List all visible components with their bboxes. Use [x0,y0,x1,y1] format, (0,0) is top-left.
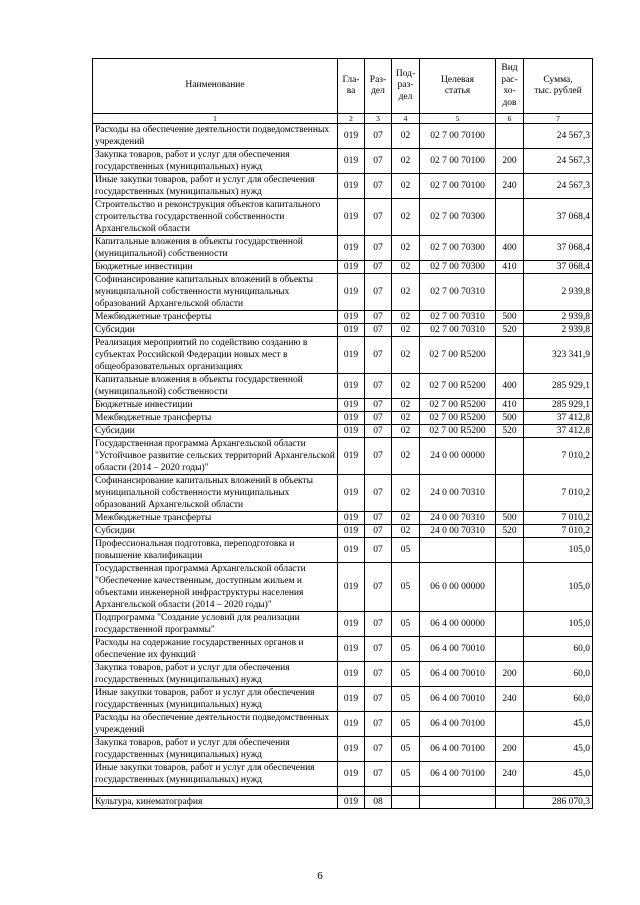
header-target-article: Целевая статья [420,59,496,114]
row-expense-type [496,199,524,236]
header-expense-type: Вид рас- хо- дов [496,59,524,114]
row-podrazdel: 02 [392,399,420,412]
row-glava: 019 [338,374,365,399]
row-target-article: 02 7 00 R5200 [420,374,496,399]
row-target-article: 02 7 00 R5200 [420,337,496,374]
table-row [93,174,593,199]
row-expense-type [496,612,524,637]
row-razdel: 07 [365,374,392,399]
row-glava: 019 [338,512,365,525]
row-glava: 019 [338,124,365,149]
header-podrazdel: Под- раз- дел [392,59,420,114]
row-sum: 37 068,4 [524,199,593,236]
row-podrazdel: 02 [392,337,420,374]
header-row [93,59,593,114]
row-name: Субсидии [93,525,338,538]
row-expense-type [496,124,524,149]
row-name: Софинансирование капитальных вложений в объекты муниципальной собственности муниципальных образований Архангельской области [93,475,338,512]
row-glava: 019 [338,149,365,174]
row-sum: 105,0 [524,563,593,612]
row-sum [524,787,593,796]
row-podrazdel: 02 [392,174,420,199]
row-podrazdel: 02 [392,475,420,512]
row-target-article: 24 0 00 70310 [420,525,496,538]
row-target-article: 24 0 00 00000 [420,438,496,475]
col-number: 2 [338,114,365,124]
row-podrazdel: 02 [392,236,420,261]
row-podrazdel: 02 [392,525,420,538]
row-target-article: 02 7 00 R5200 [420,399,496,412]
row-podrazdel [392,796,420,809]
row-glava: 019 [338,174,365,199]
table-row [93,236,593,261]
table-row [93,538,593,563]
table-row [93,662,593,687]
row-expense-type [496,637,524,662]
header-name: Наименование [93,59,338,114]
table-row [93,475,593,512]
row-glava: 019 [338,612,365,637]
row-podrazdel: 05 [392,687,420,712]
row-sum: 7 010,2 [524,525,593,538]
row-sum: 24 567,3 [524,124,593,149]
row-glava: 019 [338,199,365,236]
row-name: Межбюджетные трансферты [93,311,338,324]
row-target-article: 02 7 00 70300 [420,261,496,274]
row-razdel: 07 [365,236,392,261]
table-row [93,637,593,662]
table-row [93,149,593,174]
row-target-article [420,538,496,563]
table-row [93,337,593,374]
row-podrazdel: 02 [392,438,420,475]
row-expense-type: 500 [496,412,524,425]
row-name: Подпрограмма "Создание условий для реализации государственной программы" [93,612,338,637]
header-glava: Гла- ва [338,59,365,114]
table-row [93,399,593,412]
row-target-article: 02 7 00 R5200 [420,425,496,438]
col-number: 4 [392,114,420,124]
row-glava: 019 [338,274,365,311]
row-target-article: 24 0 00 70310 [420,475,496,512]
row-sum: 45,0 [524,762,593,787]
row-sum: 24 567,3 [524,174,593,199]
row-target-article: 02 7 00 70300 [420,236,496,261]
row-name: Профессиональная подготовка, переподготовка и повышение квалификации [93,538,338,563]
table-row [93,425,593,438]
row-expense-type: 240 [496,174,524,199]
row-razdel: 07 [365,662,392,687]
row-razdel: 07 [365,311,392,324]
row-glava: 019 [338,475,365,512]
row-podrazdel: 05 [392,563,420,612]
row-podrazdel: 05 [392,538,420,563]
row-target-article: 24 0 00 70310 [420,512,496,525]
row-name: Бюджетные инвестиции [93,261,338,274]
row-glava: 019 [338,662,365,687]
table-row [93,199,593,236]
row-expense-type: 410 [496,261,524,274]
row-target-article: 06 4 00 70100 [420,762,496,787]
row-sum: 37 068,4 [524,261,593,274]
row-razdel: 07 [365,712,392,737]
table-row [93,612,593,637]
row-expense-type [496,563,524,612]
row-sum: 2 939,8 [524,324,593,337]
row-target-article: 02 7 00 70300 [420,199,496,236]
row-glava [338,787,365,796]
row-sum: 286 070,3 [524,796,593,809]
row-sum: 7 010,2 [524,438,593,475]
col-number: 6 [496,114,524,124]
row-sum: 60,0 [524,637,593,662]
row-name: Софинансирование капитальных вложений в объекты муниципальной собственности муниципальных образований Архангельской области [93,274,338,311]
row-name: Капитальные вложения в объекты государственной (муниципальной) собственности [93,236,338,261]
table-row [93,374,593,399]
table-row [93,796,593,809]
row-razdel: 07 [365,412,392,425]
row-razdel: 07 [365,149,392,174]
row-name: Расходы на содержание государственных органов и обеспечение их функций [93,637,338,662]
table-row [93,687,593,712]
row-target-article: 02 7 00 70100 [420,174,496,199]
row-name: Бюджетные инвестиции [93,399,338,412]
row-sum: 7 010,2 [524,512,593,525]
row-razdel: 07 [365,525,392,538]
row-razdel: 07 [365,337,392,374]
row-expense-type [496,538,524,563]
row-razdel: 07 [365,425,392,438]
row-sum: 2 939,8 [524,274,593,311]
row-podrazdel: 02 [392,324,420,337]
row-glava: 019 [338,412,365,425]
row-glava: 019 [338,425,365,438]
table-row [93,512,593,525]
col-number: 5 [420,114,496,124]
row-razdel: 08 [365,796,392,809]
row-razdel: 07 [365,324,392,337]
row-podrazdel: 05 [392,762,420,787]
row-name: Закупка товаров, работ и услуг для обеспечения государственных (муниципальных) нужд [93,662,338,687]
row-glava: 019 [338,637,365,662]
row-name: Реализация мероприятий по содействию созданию в субъектах Российской Федерации новых мест в общеобразовательных организациях [93,337,338,374]
row-expense-type [496,337,524,374]
row-podrazdel: 05 [392,737,420,762]
table-body [93,124,593,809]
row-name: Закупка товаров, работ и услуг для обеспечения государственных (муниципальных) нужд [93,737,338,762]
row-name: Иные закупки товаров, работ и услуг для обеспечения государственных (муниципальных) нужд [93,174,338,199]
row-podrazdel: 02 [392,274,420,311]
col-number: 3 [365,114,392,124]
row-name: Государственная программа Архангельской области "Устойчивое развитие сельских территорий Архангельской области (2014 – 2020 годы)" [93,438,338,475]
row-target-article: 02 7 00 70310 [420,311,496,324]
row-podrazdel [392,787,420,796]
table-row [93,787,593,796]
row-glava: 019 [338,438,365,475]
row-podrazdel: 02 [392,199,420,236]
row-target-article: 02 7 00 70310 [420,274,496,311]
row-sum: 24 567,3 [524,149,593,174]
col-number: 7 [524,114,593,124]
row-target-article: 02 7 00 70310 [420,324,496,337]
row-expense-type: 240 [496,762,524,787]
table-row [93,762,593,787]
row-razdel: 07 [365,438,392,475]
row-sum: 285 929,1 [524,399,593,412]
row-target-article: 06 4 00 70010 [420,637,496,662]
row-sum: 37 412,8 [524,412,593,425]
row-podrazdel: 05 [392,612,420,637]
row-target-article: 02 7 00 R5200 [420,412,496,425]
row-target-article: 02 7 00 70100 [420,124,496,149]
row-name: Капитальные вложения в объекты государственной (муниципальной) собственности [93,374,338,399]
row-glava: 019 [338,337,365,374]
row-sum: 37 412,8 [524,425,593,438]
table-row [93,438,593,475]
row-expense-type [496,475,524,512]
table-row [93,324,593,337]
row-razdel: 07 [365,762,392,787]
row-name: Межбюджетные трансферты [93,412,338,425]
row-expense-type: 520 [496,525,524,538]
row-glava: 019 [338,712,365,737]
row-podrazdel: 02 [392,425,420,438]
column-numbers-row [93,114,593,124]
row-podrazdel: 05 [392,712,420,737]
row-expense-type [496,796,524,809]
row-razdel: 07 [365,512,392,525]
row-podrazdel: 05 [392,637,420,662]
row-razdel: 07 [365,475,392,512]
row-sum: 60,0 [524,687,593,712]
row-glava: 019 [338,737,365,762]
row-glava: 019 [338,236,365,261]
row-expense-type: 500 [496,512,524,525]
row-name: Субсидии [93,324,338,337]
row-sum: 37 068,4 [524,236,593,261]
row-razdel: 07 [365,737,392,762]
row-expense-type [496,274,524,311]
row-sum: 45,0 [524,712,593,737]
row-glava: 019 [338,762,365,787]
row-name [93,787,338,796]
row-target-article: 06 4 00 70010 [420,687,496,712]
row-glava: 019 [338,687,365,712]
row-expense-type: 500 [496,311,524,324]
row-podrazdel: 02 [392,124,420,149]
row-glava: 019 [338,399,365,412]
row-name: Иные закупки товаров, работ и услуг для обеспечения государственных (муниципальных) нужд [93,687,338,712]
row-sum: 2 939,8 [524,311,593,324]
table-row [93,274,593,311]
row-expense-type: 400 [496,236,524,261]
row-sum: 7 010,2 [524,475,593,512]
row-target-article: 06 4 00 70010 [420,662,496,687]
row-sum: 105,0 [524,612,593,637]
row-name: Закупка товаров, работ и услуг для обеспечения государственных (муниципальных) нужд [93,149,338,174]
row-razdel: 07 [365,274,392,311]
row-sum: 323 341,9 [524,337,593,374]
row-razdel: 07 [365,199,392,236]
table-row [93,261,593,274]
row-name: Иные закупки товаров, работ и услуг для обеспечения государственных (муниципальных) нужд [93,762,338,787]
row-razdel: 07 [365,538,392,563]
row-glava: 019 [338,796,365,809]
row-razdel: 07 [365,261,392,274]
table-row [93,412,593,425]
col-number: 1 [93,114,338,124]
row-glava: 019 [338,525,365,538]
row-sum: 45,0 [524,737,593,762]
row-target-article [420,787,496,796]
row-razdel [365,787,392,796]
table-row [93,737,593,762]
row-glava: 019 [338,324,365,337]
row-podrazdel: 02 [392,412,420,425]
row-name: Расходы на обеспечение деятельности подведомственных учреждений [93,712,338,737]
row-expense-type [496,712,524,737]
row-name: Межбюджетные трансферты [93,512,338,525]
row-razdel: 07 [365,687,392,712]
row-sum: 105,0 [524,538,593,563]
row-name: Расходы на обеспечение деятельности подведомственных учреждений [93,124,338,149]
row-expense-type: 410 [496,399,524,412]
row-expense-type: 200 [496,662,524,687]
row-podrazdel: 05 [392,662,420,687]
table-row [93,525,593,538]
row-glava: 019 [338,538,365,563]
row-podrazdel: 02 [392,149,420,174]
header-sum: Сумма, тыс. рублей [524,59,593,114]
row-glava: 019 [338,311,365,324]
row-razdel: 07 [365,563,392,612]
row-razdel: 07 [365,174,392,199]
page-number: 6 [317,870,323,882]
row-podrazdel: 02 [392,261,420,274]
row-podrazdel: 02 [392,311,420,324]
row-target-article: 06 4 00 00000 [420,612,496,637]
row-expense-type [496,438,524,475]
table-row [93,124,593,149]
row-target-article: 06 4 00 70100 [420,712,496,737]
row-expense-type: 200 [496,737,524,762]
row-target-article: 02 7 00 70100 [420,149,496,174]
row-podrazdel: 02 [392,512,420,525]
row-glava: 019 [338,563,365,612]
row-sum: 285 929,1 [524,374,593,399]
table-row [93,712,593,737]
row-razdel: 07 [365,637,392,662]
row-expense-type [496,787,524,796]
row-glava: 019 [338,261,365,274]
row-target-article [420,796,496,809]
row-razdel: 07 [365,612,392,637]
row-sum: 60,0 [524,662,593,687]
row-podrazdel: 02 [392,374,420,399]
row-name: Государственная программа Архангельской области "Обеспечение качественным, доступным жильем и объектами инженерной инфраструктуры населения Архангельской области (2014 – 2020 годы)" [93,563,338,612]
row-target-article: 06 4 00 70100 [420,737,496,762]
row-expense-type: 520 [496,324,524,337]
row-target-article: 06 0 00 00000 [420,563,496,612]
row-expense-type: 520 [496,425,524,438]
budget-table [92,58,593,809]
row-razdel: 07 [365,399,392,412]
row-name: Субсидии [93,425,338,438]
row-razdel: 07 [365,124,392,149]
row-expense-type: 400 [496,374,524,399]
table-row [93,563,593,612]
row-expense-type: 200 [496,149,524,174]
row-name: Строительство и реконструкция объектов капитального строительства государственной собственности Архангельской области [93,199,338,236]
row-expense-type: 240 [496,687,524,712]
row-name: Культура, кинематография [93,796,338,809]
table-row [93,311,593,324]
header-razdel: Раз- дел [365,59,392,114]
